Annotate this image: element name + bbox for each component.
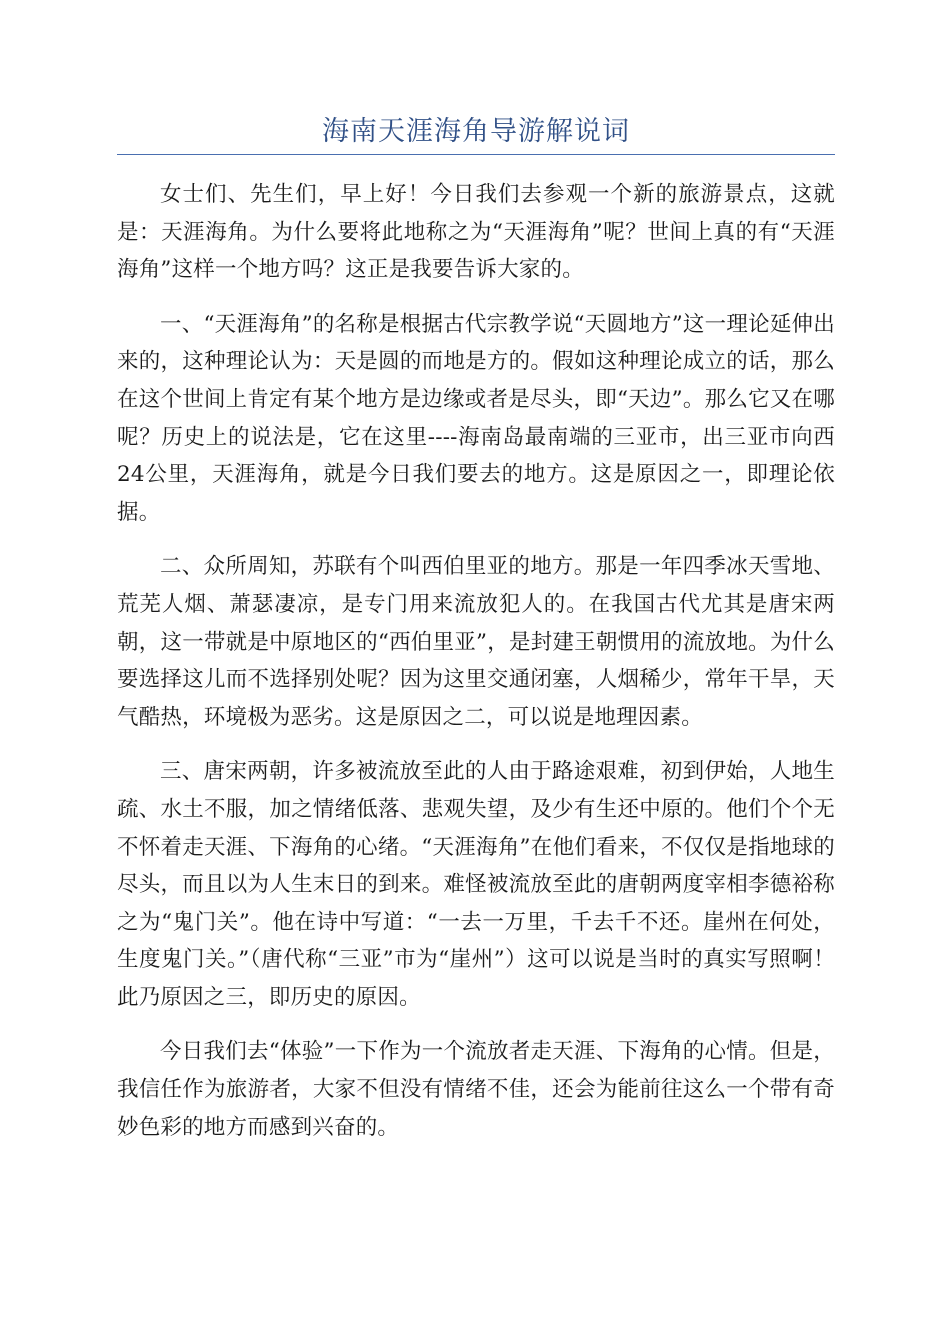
paragraph-closing: 今日我们去“体验”一下作为一个流放者走天涯、下海角的心情。但是，我信任作为旅游者，大家不但没有情绪不佳，还会为能前往这么一个带有奇妙色彩的地方而感到兴奋的。 bbox=[117, 1039, 835, 1140]
paragraph-reason-one: 一、“天涯海角”的名称是根据古代宗教学说“天圆地方”这一理论延伸出来的，这种理论认为：天是圆的而地是方的。假如这种理论成立的话，那么在这个世间上肯定有某个地方是边缘或者是尽头，即“天边”。那么它又在哪呢？历史上的说法是，它在这里----海南岛最南端的三亚市，出三亚市向西24公里，天涯海角，就是今日我们要去的地方。这是原因之一，即理论依据。 bbox=[117, 311, 835, 525]
document-body bbox=[117, 176, 835, 1163]
paragraph-intro: 女士们、先生们，早上好！今日我们去参观一个新的旅游景点，这就是：天涯海角。为什么要将此地称之为“天涯海角”呢？世间上真的有“天涯海角”这样一个地方吗？这正是我要告诉大家的。 bbox=[117, 182, 835, 283]
title-underline bbox=[117, 154, 835, 155]
paragraph-reason-three: 三、唐宋两朝，许多被流放至此的人由于路途艰难，初到伊始，人地生疏、水土不服，加之情绪低落、悲观失望，及少有生还中原的。他们个个无不怀着走天涯、下海角的心绪。“天涯海角”在他们看来，不仅仅是指地球的尽头，而且以为人生末日的到来。难怪被流放至此的唐朝两度宰相李德裕称之为“鬼门关”。他在诗中写道：“一去一万里，千去千不还。崖州在何处，生度鬼门关。”（唐代称“三亚”市为“崖州”）这可以说是当时的真实写照啊！此乃原因之三，即历史的原因。 bbox=[117, 759, 835, 1010]
paragraph-reason-two: 二、众所周知，苏联有个叫西伯里亚的地方。那是一年四季冰天雪地、荒芜人烟、萧瑟凄凉，是专门用来流放犯人的。在我国古代尤其是唐宋两朝，这一带就是中原地区的“西伯里亚”，是封建王朝惯用的流放地。为什么要选择这儿而不选择别处呢？因为这里交通闭塞，人烟稀少，常年干旱，天气酷热，环境极为恶劣。这是原因之二，可以说是地理因素。 bbox=[117, 554, 835, 730]
document-title: 海南天涯海角导游解说词 bbox=[322, 116, 630, 147]
